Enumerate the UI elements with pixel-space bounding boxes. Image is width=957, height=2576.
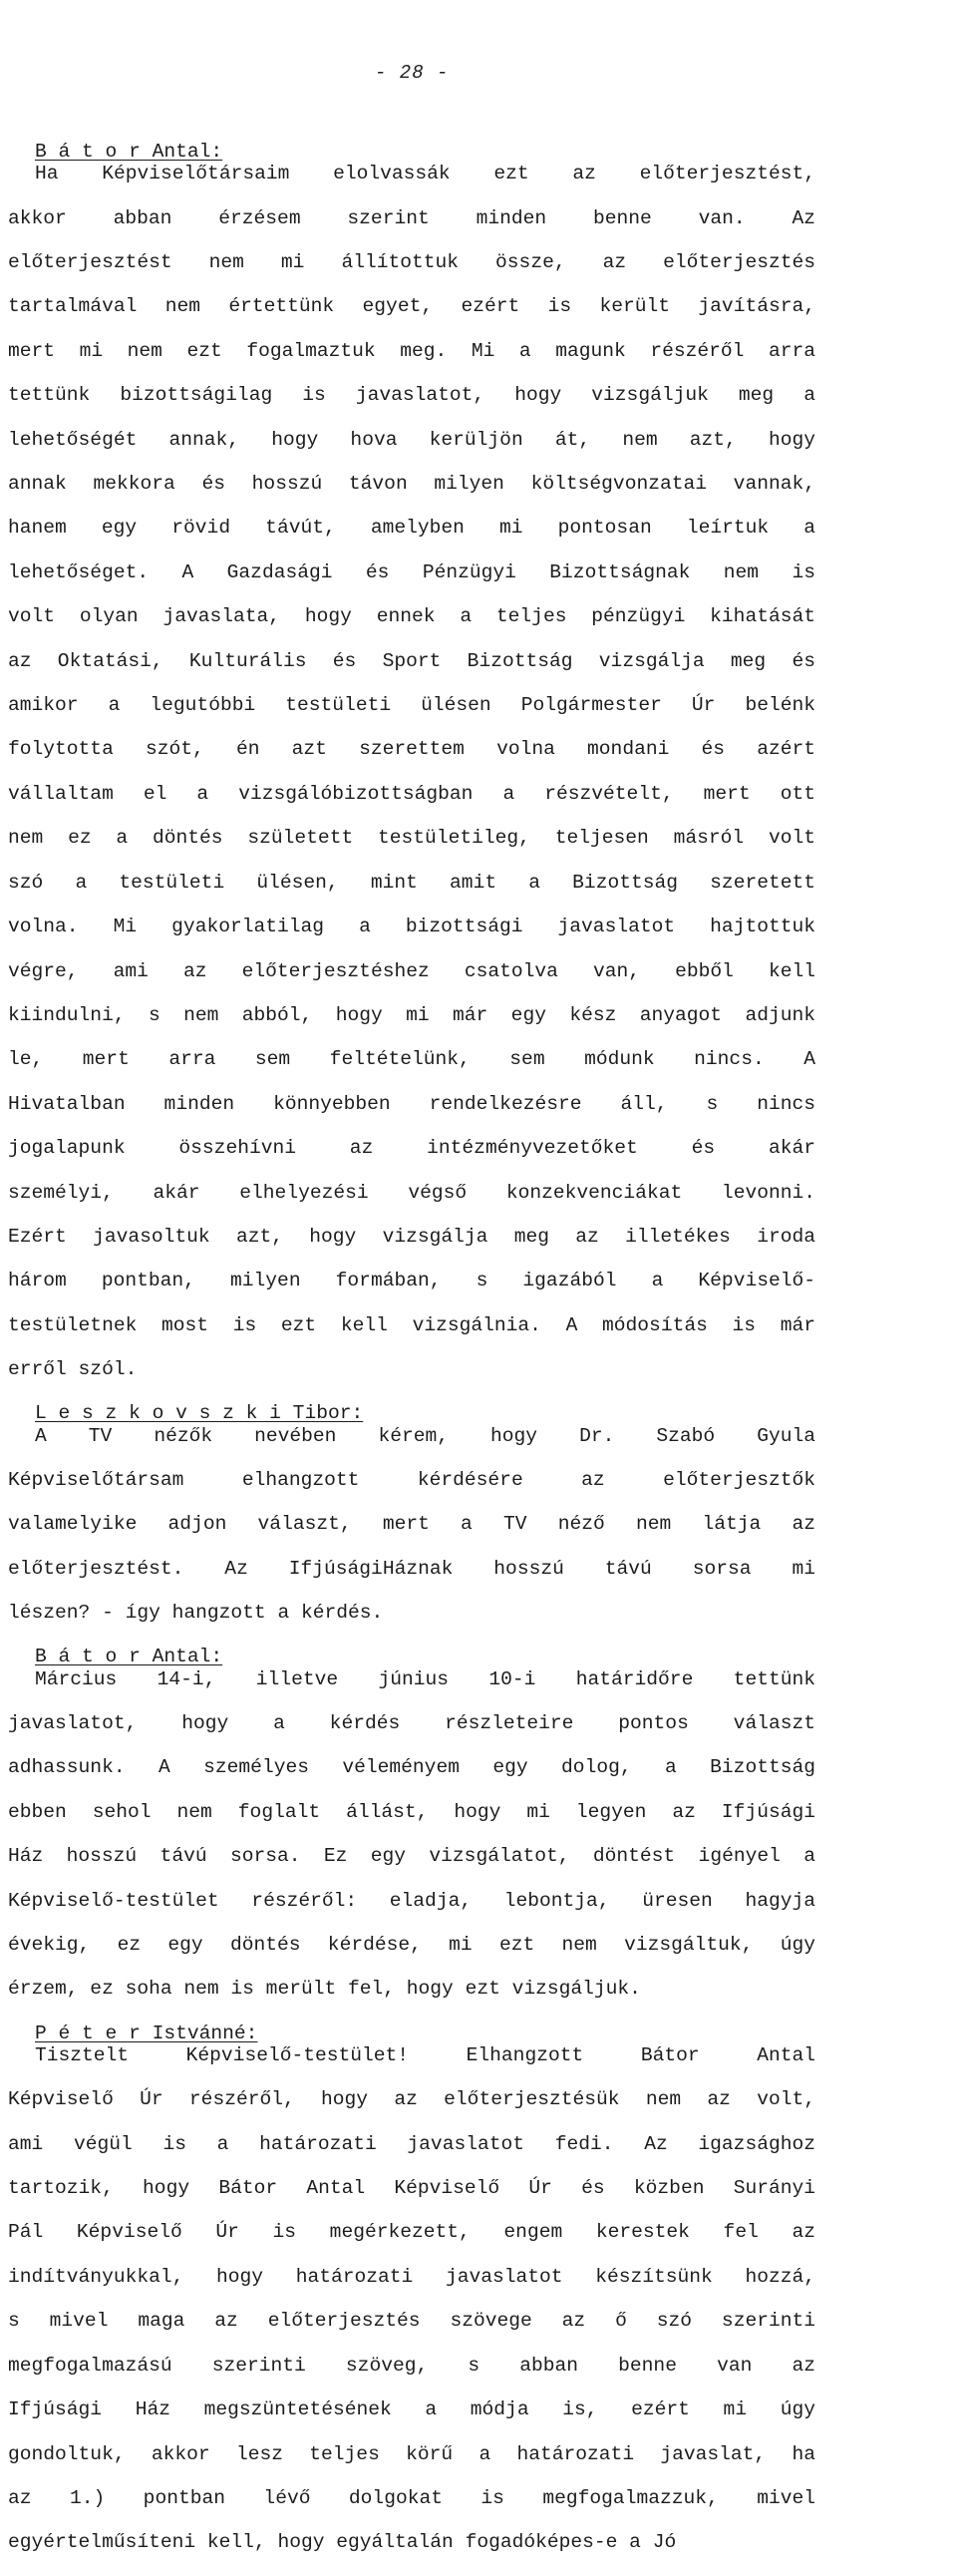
- text-line: le, mert arra sem feltételünk, sem módunk nincs. A: [8, 1048, 815, 1071]
- speaker-name: P é t e r Istvánné:: [35, 2022, 258, 2044]
- text-line: évekig, ez egy döntés kérdése, mi ezt nem vizsgáltuk, úgy: [8, 1934, 815, 1957]
- text-line: Képviselőtársam elhangzott kérdésére az előterjesztők: [8, 1468, 815, 1491]
- text-line: végre, ami az előterjesztéshez csatolva van, ebből kell: [8, 959, 815, 982]
- text-line: s mivel maga az előterjesztés szövege az ő szó szerinti: [8, 2310, 815, 2333]
- text-line: valamelyike adjon választ, mert a TV néző nem látja az: [8, 1513, 815, 1536]
- text-line: A TV nézők nevében kérem, hogy Dr. Szabó Gyula: [35, 1424, 815, 1447]
- text-line: kiindulni, s nem abból, hogy mi már egy kész anyagot adjunk: [8, 1003, 815, 1026]
- text-line: gondoltuk, akkor lesz teljes körű a határozati javaslat, ha: [8, 2442, 815, 2465]
- text-line: három pontban, milyen formában, s igazából a Képviselő-: [8, 1270, 815, 1292]
- text-line: erről szól.: [8, 1358, 138, 1381]
- text-line: Képviselő-testület részéről: eladja, lebontja, üresen hagyja: [8, 1889, 815, 1912]
- text-line: nem ez a döntés született testületileg, teljesen másról volt: [8, 827, 815, 850]
- text-line: tettünk bizottságilag is javaslatot, hogy vizsgáljuk meg a: [8, 384, 815, 407]
- text-line: adhassunk. A személyes véleményem egy dolog, a Bizottság: [8, 1756, 815, 1779]
- text-line: testületnek most is ezt kell vizsgálnia. A módosítás is már: [8, 1313, 815, 1336]
- text-line: Március 14-i, illetve június 10-i határidőre tettünk: [35, 1667, 815, 1690]
- text-line: ebben sehol nem foglalt állást, hogy mi legyen az Ifjúsági: [8, 1800, 815, 1823]
- text-line: Ifjúsági Ház megszüntetésének a módja is, ezért mi úgy: [8, 2398, 815, 2421]
- text-line: az 1.) pontban lévő dolgokat is megfogalmazzuk, mivel: [8, 2486, 815, 2509]
- text-line: tartozik, hogy Bátor Antal Képviselő Úr és közben Surányi: [8, 2177, 815, 2200]
- text-line: az Oktatási, Kulturális és Sport Bizottság vizsgálja meg és: [8, 649, 815, 672]
- speech-text: [8, 2044, 815, 2554]
- minutes-body: [8, 141, 815, 2576]
- text-line: egyértelműsíteni kell, hogy egyáltalán fogadóképes-e a Jó: [8, 2531, 677, 2554]
- text-line: mert mi nem ezt fogalmaztuk meg. Mi a magunk részéről arra: [8, 339, 815, 362]
- text-line: hanem egy rövid távút, amelyben mi pontosan leírtuk a: [8, 517, 815, 540]
- speech-text: [8, 163, 815, 1380]
- speaker-name: B á t o r Antal:: [35, 141, 223, 163]
- text-line: Hivatalban minden könnyebben rendelkezésre áll, s nincs: [8, 1092, 815, 1115]
- speech-block-bator-2: [8, 1646, 815, 2000]
- text-line: volt olyan javaslata, hogy ennek a teljes pénzügyi kihatását: [8, 605, 815, 628]
- text-line: Ezért javasoltuk azt, hogy vizsgálja meg az illetékes iroda: [8, 1225, 815, 1248]
- text-line: amikor a legutóbbi testületi ülésen Polgármester Úr belénk: [8, 694, 815, 717]
- speaker-name: B á t o r Antal:: [35, 1646, 223, 1668]
- text-line: folytotta szót, én azt szerettem volna mondani és azért: [8, 738, 815, 761]
- speech-text: [8, 1425, 815, 1625]
- text-line: szó a testületi ülésen, mint amit a Bizottság szeretett: [8, 871, 815, 894]
- text-line: tartalmával nem értettünk egyet, ezért is került javításra,: [8, 295, 815, 318]
- speech-block-leszkovszki: [8, 1402, 815, 1624]
- text-line: javaslatot, hogy a kérdés részleteire pontos választ: [8, 1712, 815, 1735]
- speech-block-peter: [8, 2023, 815, 2554]
- text-line: Tisztelt Képviselő-testület! Elhangzott Bátor Antal: [35, 2043, 815, 2066]
- text-line: lészen? - így hangzott a kérdés.: [8, 1602, 384, 1625]
- text-line: ami végül is a határozati javaslatot fedi. Az igazsághoz: [8, 2132, 815, 2155]
- text-line: Pál Képviselő Úr is megérkezett, engem kerestek fel az: [8, 2221, 815, 2244]
- speaker-name: L e s z k o v s z k i Tibor:: [35, 1402, 364, 1425]
- text-line: érzem, ez soha nem is merült fel, hogy ezt vizsgáljuk.: [8, 1978, 641, 2001]
- text-line: lehetőségét annak, hogy hova kerüljön át, nem azt, hogy: [8, 428, 815, 451]
- text-line: megfogalmazású szerinti szöveg, s abban benne van az: [8, 2354, 815, 2377]
- text-line: Ház hosszú távú sorsa. Ez egy vizsgálatot, döntést igényel a: [8, 1845, 815, 1868]
- text-line: Képviselő Úr részéről, hogy az előterjesztésük nem az volt,: [8, 2088, 815, 2111]
- text-line: előterjesztést nem mi állítottuk össze, az előterjesztés: [8, 251, 815, 274]
- speech-text: [8, 1668, 815, 2001]
- text-line: előterjesztést. Az IfjúságiHáznak hosszú távú sorsa mi: [8, 1557, 815, 1580]
- speech-block-bator-1: [8, 141, 815, 1380]
- text-line: vállaltam el a vizsgálóbizottságban a részvételt, mert ott: [8, 782, 815, 805]
- text-line: annak mekkora és hosszú távon milyen költségvonzatai vannak,: [8, 473, 815, 496]
- text-line: indítványukkal, hogy határozati javaslatot készítsünk hozzá,: [8, 2265, 815, 2288]
- text-line: jogalapunk összehívni az intézményvezetőket és akár: [8, 1137, 815, 1160]
- text-line: lehetőséget. A Gazdasági és Pénzügyi Bizottságnak nem is: [8, 560, 815, 583]
- page-number: - 28 -: [375, 62, 450, 84]
- text-line: Ha Képviselőtársaim elolvassák ezt az előterjesztést,: [35, 163, 815, 185]
- text-line: volna. Mi gyakorlatilag a bizottsági javaslatot hajtottuk: [8, 916, 815, 938]
- text-line: személyi, akár elhelyezési végső konzekvenciákat levonni.: [8, 1181, 815, 1204]
- text-line: akkor abban érzésem szerint minden benne van. Az: [8, 206, 815, 229]
